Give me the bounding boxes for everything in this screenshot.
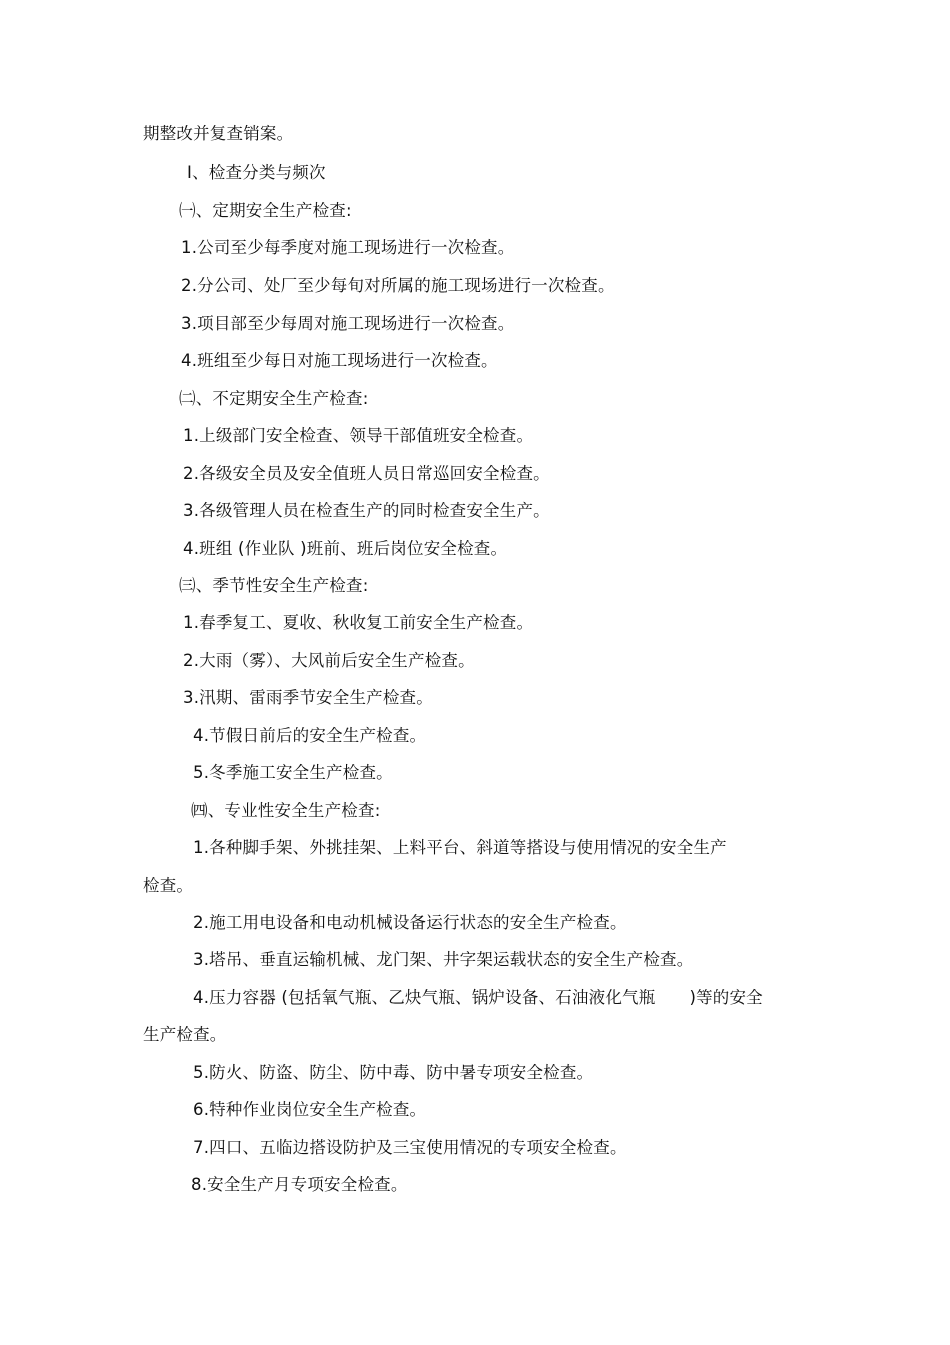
- list-item: 3.汛期、雷雨季节安全生产检查。: [183, 688, 433, 707]
- list-item: 5.防火、防盗、防尘、防中毒、防中暑专项安全检查。: [193, 1063, 594, 1082]
- subsection-heading-2: ㈡、不定期安全生产检查:: [179, 389, 369, 408]
- list-item: 3.各级管理人员在检查生产的同时检查安全生产。: [183, 501, 550, 520]
- list-item: 1.各种脚手架、外挑挂架、上料平台、斜道等搭设与使用情况的安全生产: [193, 838, 727, 857]
- list-item: 2.施工用电设备和电动机械设备运行状态的安全生产检查。: [193, 913, 627, 932]
- text-line-continuation: 检查。: [143, 876, 194, 895]
- list-item: 4.班组至少每日对施工现场进行一次检查。: [181, 351, 498, 370]
- list-item: 2.各级安全员及安全值班人员日常巡回安全检查。: [183, 464, 550, 483]
- list-item-part: )等的安全: [689, 988, 763, 1007]
- list-item: 5.冬季施工安全生产检查。: [193, 763, 393, 782]
- list-item: 2.分公司、处厂至少每旬对所属的施工现场进行一次检查。: [181, 276, 615, 295]
- list-item: 1.公司至少每季度对施工现场进行一次检查。: [181, 238, 515, 257]
- list-item: 8.安全生产月专项安全检查。: [191, 1175, 408, 1194]
- list-item-part: 4.压力容器 (包括氧气瓶、乙炔气瓶、锅炉设备、石油液化气瓶: [193, 988, 656, 1007]
- list-item: 3.塔吊、垂直运输机械、龙门架、井字架运载状态的安全生产检查。: [193, 950, 694, 969]
- list-item: [193, 987, 763, 1009]
- subsection-heading-3: ㈢、季节性安全生产检查:: [179, 576, 369, 595]
- list-item: 4.节假日前后的安全生产检查。: [193, 726, 427, 745]
- list-item: 6.特种作业岗位安全生产检查。: [193, 1100, 427, 1119]
- list-item: 4.班组 (作业队 )班前、班后岗位安全检查。: [183, 539, 508, 558]
- text-line-continuation: 生产检查。: [143, 1025, 227, 1044]
- list-item: 3.项目部至少每周对施工现场进行一次检查。: [181, 314, 515, 333]
- list-item: 1.上级部门安全检查、领导干部值班安全检查。: [183, 426, 534, 445]
- text-line-continuation: 期整改并复查销案。: [143, 124, 294, 143]
- list-item: 7.四口、五临边搭设防护及三宝使用情况的专项安全检查。: [193, 1138, 627, 1157]
- subsection-heading-4: ㈣、专业性安全生产检查:: [191, 801, 381, 820]
- list-item: 1.春季复工、夏收、秋收复工前安全生产检查。: [183, 613, 534, 632]
- subsection-heading-1: ㈠、定期安全生产检查:: [179, 201, 352, 220]
- section-heading: Ⅰ、检查分类与频次: [187, 163, 326, 182]
- list-item: 2.大雨（雾）、大风前后安全生产检查。: [183, 651, 475, 670]
